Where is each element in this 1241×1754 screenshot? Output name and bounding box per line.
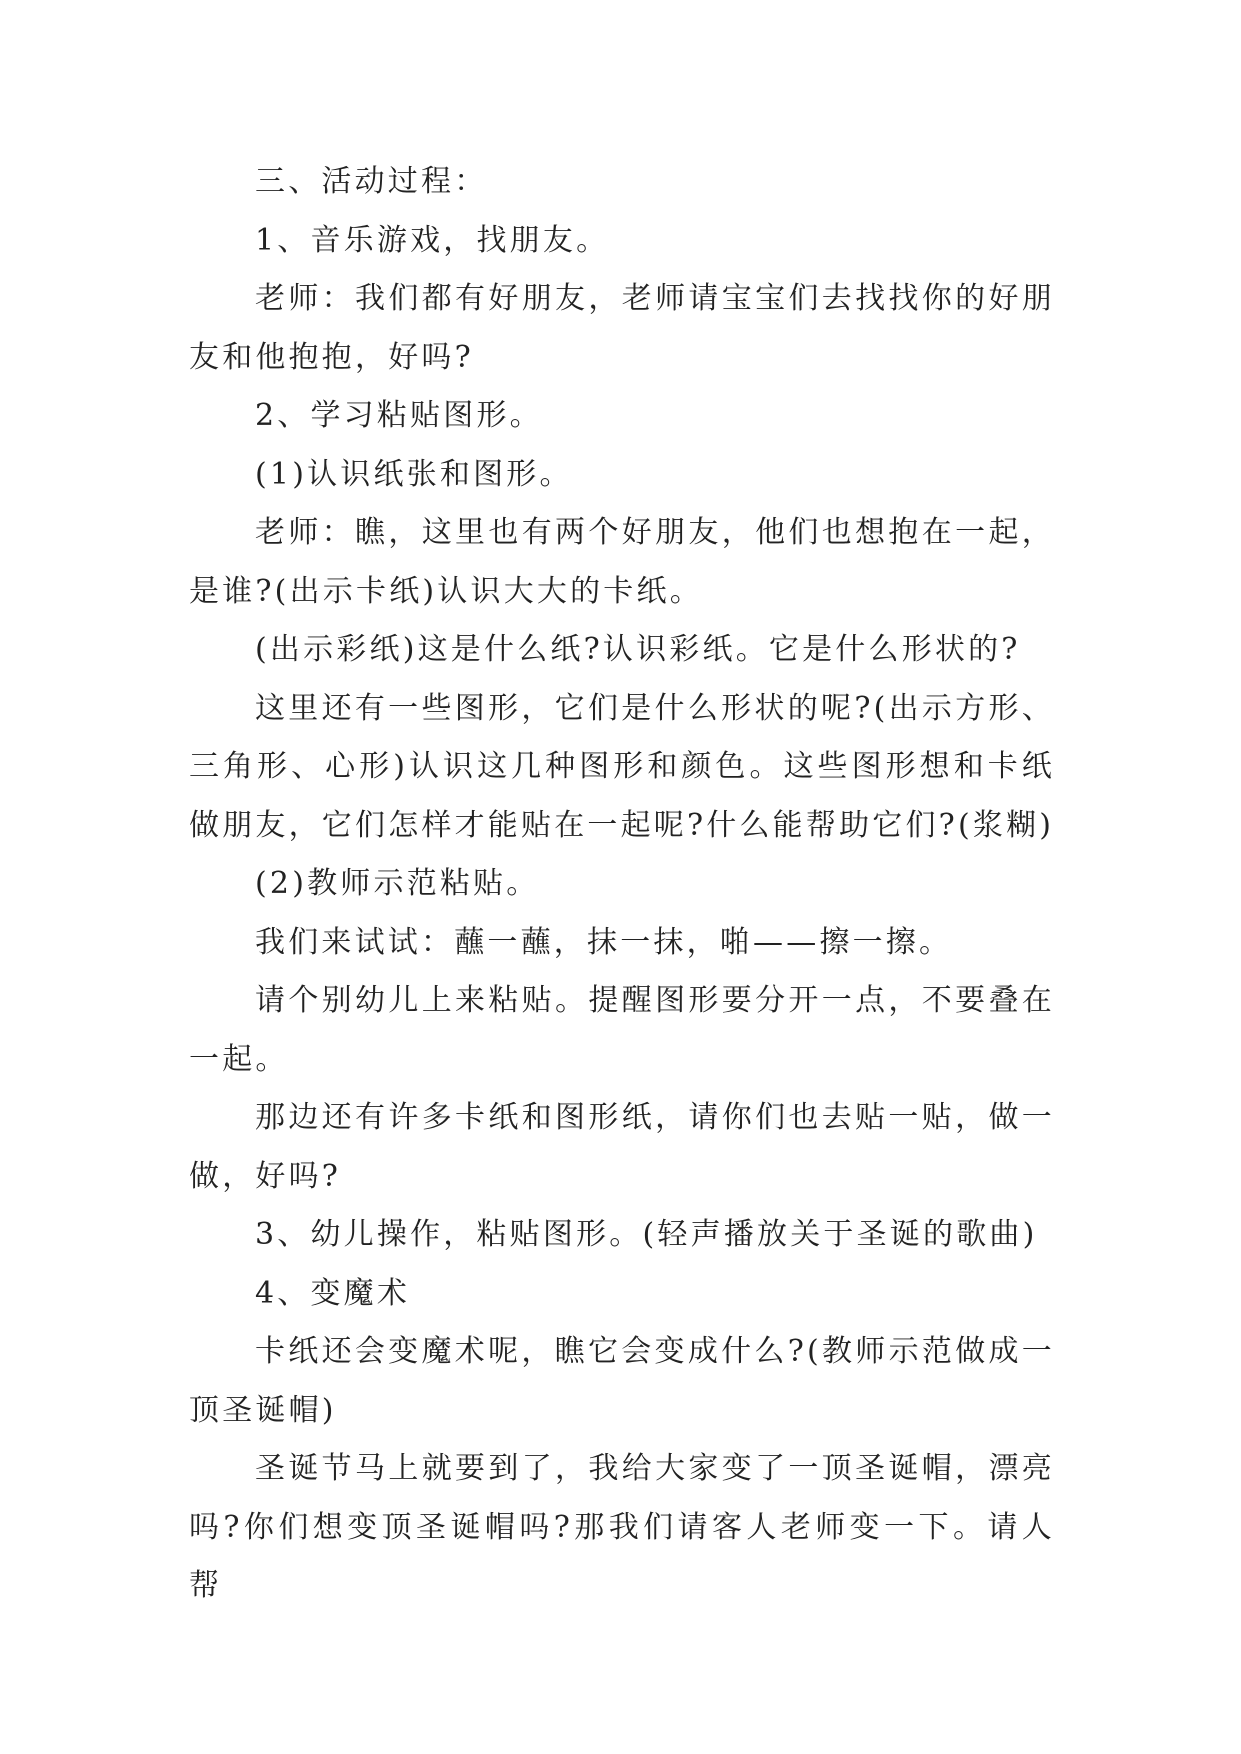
paragraph: 那边还有许多卡纸和图形纸，请你们也去贴一贴，做一做，好吗? xyxy=(189,1100,1055,1194)
paragraph: 这里还有一些图形，它们是什么形状的呢?(出示方形、三角形、心形)认识这几种图形和颜色。这些图形想和卡纸做朋友，它们怎样才能贴在一起呢?什么能帮助它们?(浆糊) xyxy=(189,690,1055,843)
step-heading: 1、音乐游戏，找朋友。 xyxy=(255,222,610,258)
paragraph: 老师：我们都有好朋友，老师请宝宝们去找找你的好朋友和他抱抱，好吗? xyxy=(189,281,1055,375)
paragraph: 圣诞节马上就要到了，我给大家变了一顶圣诞帽，漂亮吗?你们想变顶圣诞帽吗?那我们请客人老师变一下。请人帮 xyxy=(189,1451,1055,1603)
sub-step-heading: (2)教师示范粘贴。 xyxy=(255,866,540,901)
document-body xyxy=(189,153,1055,1616)
sub-step-heading: (1)认识纸张和图形。 xyxy=(255,456,573,492)
paragraph: 我们来试试：蘸一蘸，抹一抹，啪——擦一擦。 xyxy=(255,924,953,960)
section-heading: 三、活动过程： xyxy=(255,164,488,199)
paragraph: (出示彩纸)这是什么纸?认识彩纸。它是什么形状的? xyxy=(255,632,1021,667)
step-heading: 2、学习粘贴图形。 xyxy=(255,398,543,433)
paragraph: 请个别幼儿上来粘贴。提醒图形要分开一点，不要叠在一起。 xyxy=(189,983,1055,1077)
step-heading: 4、变魔术 xyxy=(255,1275,411,1311)
step-heading: 3、幼儿操作，粘贴图形。(轻声播放关于圣诞的歌曲) xyxy=(255,1217,1038,1252)
paragraph: 卡纸还会变魔术呢，瞧它会变成什么?(教师示范做成一顶圣诞帽) xyxy=(189,1334,1055,1428)
paragraph: 老师：瞧，这里也有两个好朋友，他们也想抱在一起，是谁?(出示卡纸)认识大大的卡纸。 xyxy=(189,515,1055,609)
